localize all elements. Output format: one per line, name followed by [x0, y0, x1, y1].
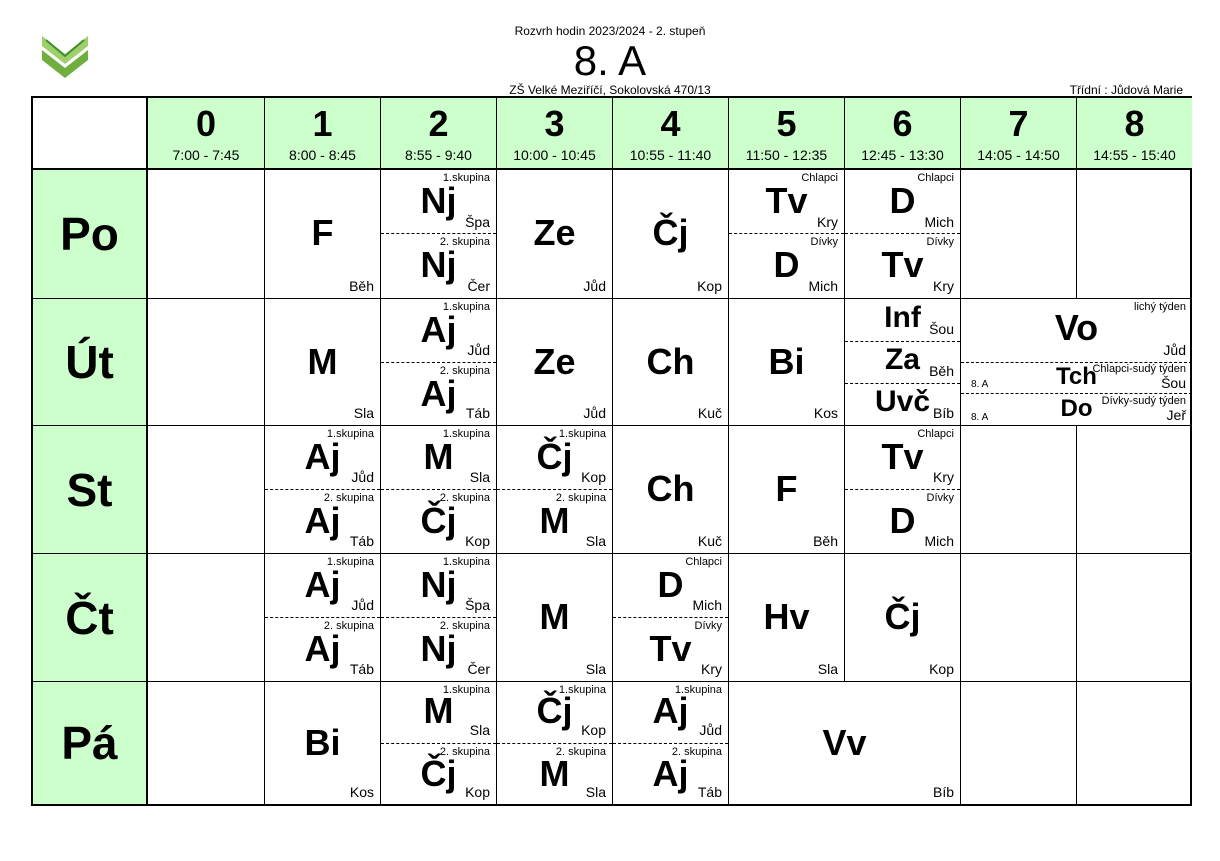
teacher: Sla	[585, 784, 606, 800]
group-label: 1.skupina	[674, 684, 722, 696]
day-name: St	[66, 463, 113, 516]
subject: Aj	[304, 436, 341, 477]
lesson-cell[interactable]	[496, 553, 612, 681]
lesson-cell[interactable]	[612, 425, 728, 553]
subject: Ze	[533, 212, 576, 253]
teacher: Táb	[349, 661, 374, 677]
lesson-cell[interactable]	[496, 170, 612, 298]
subject: Ch	[646, 468, 695, 509]
split-separator	[497, 743, 612, 744]
lesson-cell[interactable]	[612, 170, 728, 298]
subject: Ze	[533, 341, 576, 382]
group-label: Chlapci	[917, 428, 954, 440]
teacher: Špa	[465, 214, 490, 230]
group-label: 2. skupina	[439, 620, 490, 632]
lesson-cell-split[interactable]	[264, 553, 380, 681]
split-separator	[613, 617, 728, 618]
subject: Inf	[884, 301, 921, 334]
group-label: Chlapci	[917, 172, 954, 184]
subject: Nj	[420, 564, 457, 605]
class-label: 8. A	[971, 379, 989, 390]
period-number: 2	[428, 103, 449, 144]
subject: M	[423, 690, 454, 731]
subject: D	[889, 500, 916, 541]
group-label: 2. skupina	[439, 236, 490, 248]
corner-cell	[33, 98, 148, 170]
lesson-cell-merged[interactable]	[728, 681, 960, 804]
split-separator	[845, 341, 960, 342]
school-name: ZŠ Velké Meziříčí, Sokolovská 470/13	[509, 83, 711, 97]
teacher: Mich	[924, 214, 954, 230]
split-separator	[845, 383, 960, 384]
group-label: Dívky	[694, 620, 722, 632]
teacher: Kop	[929, 661, 954, 677]
day-label-ut	[33, 298, 148, 425]
day-label-ct	[33, 553, 148, 681]
period-time: 14:05 - 14:50	[977, 147, 1060, 163]
teacher: Běh	[929, 363, 954, 379]
lesson-cell[interactable]	[728, 553, 844, 681]
teacher: Mich	[808, 278, 838, 294]
lesson-cell-split[interactable]	[380, 681, 496, 804]
subject: Tch	[1056, 363, 1097, 390]
subject: Uvč	[874, 385, 931, 418]
subject: Čj	[884, 596, 921, 637]
subject: Bi	[304, 722, 341, 763]
lesson-cell-empty	[148, 170, 264, 298]
day-name: Čt	[65, 591, 114, 644]
subject: Vv	[822, 722, 867, 763]
period-header-7	[960, 98, 1076, 170]
subject: Nj	[420, 628, 457, 669]
period-time: 10:55 - 11:40	[629, 147, 712, 163]
subject: F	[775, 468, 798, 509]
period-time: 10:00 - 10:45	[513, 147, 596, 163]
period-number: 1	[312, 103, 333, 144]
day-label-st	[33, 425, 148, 553]
split-separator	[381, 617, 496, 618]
group-label: Dívky	[926, 236, 954, 248]
day-name: Pá	[61, 717, 118, 769]
subject: Nj	[420, 180, 457, 221]
subject: Tv	[881, 436, 924, 477]
period-time: 14:55 - 15:40	[1093, 147, 1176, 163]
group-label: 2. skupina	[555, 746, 606, 758]
subject: Tv	[765, 180, 808, 221]
lesson-cell-split[interactable]	[380, 425, 496, 553]
split-separator	[265, 489, 380, 490]
subject: Čj	[536, 436, 573, 477]
teacher: Kop	[581, 469, 606, 485]
teacher: Běh	[813, 533, 838, 549]
subject: Aj	[304, 500, 341, 541]
split-separator	[265, 617, 380, 618]
group-label: Chlapci	[801, 172, 838, 184]
subject: M	[307, 341, 338, 382]
lesson-cell-empty	[1076, 681, 1192, 804]
period-number: 7	[1008, 103, 1029, 144]
subject: Čj	[536, 690, 573, 731]
teacher: Šou	[929, 321, 954, 337]
teacher: Sla	[469, 722, 490, 738]
teacher: Kop	[581, 722, 606, 738]
subject: M	[423, 436, 454, 477]
subject: Bi	[768, 341, 805, 382]
teacher: Kos	[349, 784, 374, 800]
group-label: 1.skupina	[442, 301, 490, 313]
period-time: 8:00 - 8:45	[289, 147, 356, 163]
group-label: Dívky-sudý týden	[1101, 395, 1186, 407]
lesson-cell-split[interactable]	[496, 681, 612, 804]
subject: Za	[884, 343, 920, 376]
lesson-cell-split[interactable]	[496, 425, 612, 553]
teacher: Sla	[585, 661, 606, 677]
timetable-grid	[31, 96, 1192, 806]
subject: Aj	[304, 628, 341, 669]
subject: Tv	[649, 628, 692, 669]
period-time: 7:00 - 7:45	[172, 147, 240, 163]
group-label: 2. skupina	[323, 492, 374, 504]
lesson-cell-empty	[148, 681, 264, 804]
teacher: Jeř	[1166, 407, 1186, 423]
split-separator	[845, 233, 960, 234]
teacher: Sla	[469, 469, 490, 485]
period-time: 8:55 - 9:40	[405, 147, 472, 163]
teacher: Mich	[692, 597, 722, 613]
group-label: Dívky	[810, 236, 838, 248]
teacher: Kop	[697, 278, 722, 294]
split-separator	[381, 233, 496, 234]
teacher: Sla	[817, 661, 838, 677]
subject: M	[539, 596, 570, 637]
period-time: 11:50 - 12:35	[745, 147, 828, 163]
lesson-cell[interactable]	[844, 553, 960, 681]
group-label: 1.skupina	[326, 428, 374, 440]
teacher: Kry	[701, 661, 722, 677]
period-header-3	[496, 98, 612, 170]
teacher: Jůd	[467, 342, 490, 358]
group-label: 1.skupina	[442, 684, 490, 696]
group-label: lichý týden	[1134, 301, 1186, 313]
lesson-cell-split[interactable]	[612, 681, 728, 804]
lesson-cell-empty	[1076, 425, 1192, 553]
period-number: 4	[660, 103, 681, 144]
teacher: Táb	[697, 784, 722, 800]
teacher: Mich	[924, 533, 954, 549]
split-separator	[497, 489, 612, 490]
subject: Nj	[420, 244, 457, 285]
period-number: 6	[892, 103, 913, 144]
teacher: Kop	[465, 533, 490, 549]
teacher: Jůd	[351, 469, 374, 485]
subject: D	[773, 244, 800, 285]
group-label: 2. skupina	[555, 492, 606, 504]
group-label: 1.skupina	[558, 684, 606, 696]
teacher: Šou	[1161, 375, 1186, 391]
teacher: Kuč	[697, 533, 722, 549]
period-number: 8	[1124, 103, 1145, 144]
teacher: Kry	[933, 469, 954, 485]
teacher: Běh	[349, 278, 374, 294]
period-header-8	[1076, 98, 1192, 170]
group-label: Dívky	[926, 492, 954, 504]
period-header-4	[612, 98, 728, 170]
day-label-pa	[33, 681, 148, 804]
subject: D	[889, 180, 916, 221]
period-header-1	[264, 98, 380, 170]
teacher: Kry	[817, 214, 838, 230]
teacher: Čer	[467, 661, 490, 677]
lesson-cell-empty	[148, 425, 264, 553]
lesson-cell-empty	[1076, 170, 1192, 298]
subject: Čj	[420, 500, 457, 541]
lesson-cell[interactable]	[264, 170, 380, 298]
period-header-0	[148, 98, 264, 170]
subject: Aj	[420, 309, 457, 350]
group-label: 2. skupina	[439, 365, 490, 377]
group-label: 1.skupina	[326, 556, 374, 568]
teacher: Špa	[465, 597, 490, 613]
subject: Aj	[420, 373, 457, 414]
period-number: 0	[195, 103, 217, 144]
lesson-cell-empty	[960, 681, 1076, 804]
lesson-cell-merged[interactable]	[960, 298, 1192, 425]
lesson-cell-empty	[960, 425, 1076, 553]
class-title: 8. A	[573, 37, 647, 84]
lesson-cell-split[interactable]	[844, 170, 960, 298]
class-label: 8. A	[971, 412, 989, 423]
teacher: Jůd	[583, 278, 606, 294]
lesson-cell-split[interactable]	[380, 170, 496, 298]
lesson-cell-triple[interactable]	[844, 298, 960, 425]
teacher: Jůd	[351, 597, 374, 613]
subject: Ch	[646, 341, 695, 382]
split-separator	[613, 743, 728, 744]
subject: M	[539, 753, 570, 794]
lesson-cell-split[interactable]	[380, 298, 496, 425]
group-label: 1.skupina	[442, 556, 490, 568]
teacher: Kuč	[697, 405, 722, 421]
teacher: Bíb	[932, 405, 954, 421]
group-label: 2. skupina	[439, 492, 490, 504]
lesson-cell-split[interactable]	[844, 425, 960, 553]
subject: Tv	[881, 244, 924, 285]
teacher: Sla	[585, 533, 606, 549]
group-label: 2. skupina	[323, 620, 374, 632]
day-name: Út	[65, 336, 114, 388]
subject: Aj	[652, 753, 689, 794]
lesson-cell[interactable]	[612, 298, 728, 425]
group-label: 1.skupina	[442, 428, 490, 440]
lesson-cell-empty	[148, 298, 264, 425]
lesson-cell[interactable]	[264, 681, 380, 804]
period-header-2	[380, 98, 496, 170]
period-header-6	[844, 98, 960, 170]
teacher: Táb	[465, 405, 490, 421]
subject: Hv	[763, 596, 810, 637]
group-label: 1.skupina	[558, 428, 606, 440]
period-number: 5	[776, 103, 797, 144]
period-time: 12:45 - 13:30	[861, 147, 944, 163]
lesson-cell-split[interactable]	[380, 553, 496, 681]
class-teacher: Třídní : Jůdová Marie	[1069, 83, 1183, 97]
teacher: Jůd	[1163, 342, 1186, 358]
group-label: Chlapci	[685, 556, 722, 568]
split-separator	[381, 489, 496, 490]
subject: F	[311, 212, 334, 253]
split-separator	[845, 489, 960, 490]
teacher: Jůd	[583, 405, 606, 421]
lesson-cell[interactable]	[496, 298, 612, 425]
period-number: 3	[544, 103, 565, 144]
teacher: Bíb	[932, 784, 954, 800]
subject: Aj	[652, 690, 689, 731]
group-label: 1.skupina	[442, 172, 490, 184]
lesson-cell[interactable]	[264, 298, 380, 425]
subject: Čj	[420, 753, 457, 794]
subject: Do	[1060, 395, 1093, 422]
subject: D	[657, 564, 684, 605]
subject: M	[539, 500, 570, 541]
teacher: Čer	[467, 278, 490, 294]
group-label: Chlapci-sudý týden	[1092, 363, 1186, 375]
teacher: Kop	[465, 784, 490, 800]
group-label: 2. skupina	[439, 746, 490, 758]
teacher: Jůd	[699, 722, 722, 738]
split-separator	[381, 743, 496, 744]
teacher: Kos	[813, 405, 838, 421]
lesson-cell-empty	[960, 553, 1076, 681]
lesson-cell-split[interactable]	[264, 425, 380, 553]
timetable-subtitle: Rozvrh hodin 2023/2024 - 2. stupeň	[514, 24, 706, 38]
subject: Aj	[304, 564, 341, 605]
split-separator	[729, 233, 844, 234]
lesson-cell-empty	[148, 553, 264, 681]
lesson-cell-split[interactable]	[728, 170, 844, 298]
group-label: 2. skupina	[671, 746, 722, 758]
lesson-cell[interactable]	[728, 425, 844, 553]
teacher: Táb	[349, 533, 374, 549]
day-name: Po	[60, 208, 119, 260]
teacher: Sla	[353, 405, 374, 421]
lesson-cell-split[interactable]	[612, 553, 728, 681]
subject: Čj	[652, 212, 689, 253]
period-header-5	[728, 98, 844, 170]
split-separator	[381, 362, 496, 363]
day-label-po	[33, 170, 148, 298]
teacher: Kry	[933, 278, 954, 294]
subject: Vo	[1054, 307, 1099, 348]
lesson-cell-empty	[960, 170, 1076, 298]
lesson-cell-empty	[1076, 553, 1192, 681]
split-separator	[961, 393, 1192, 394]
lesson-cell[interactable]	[728, 298, 844, 425]
